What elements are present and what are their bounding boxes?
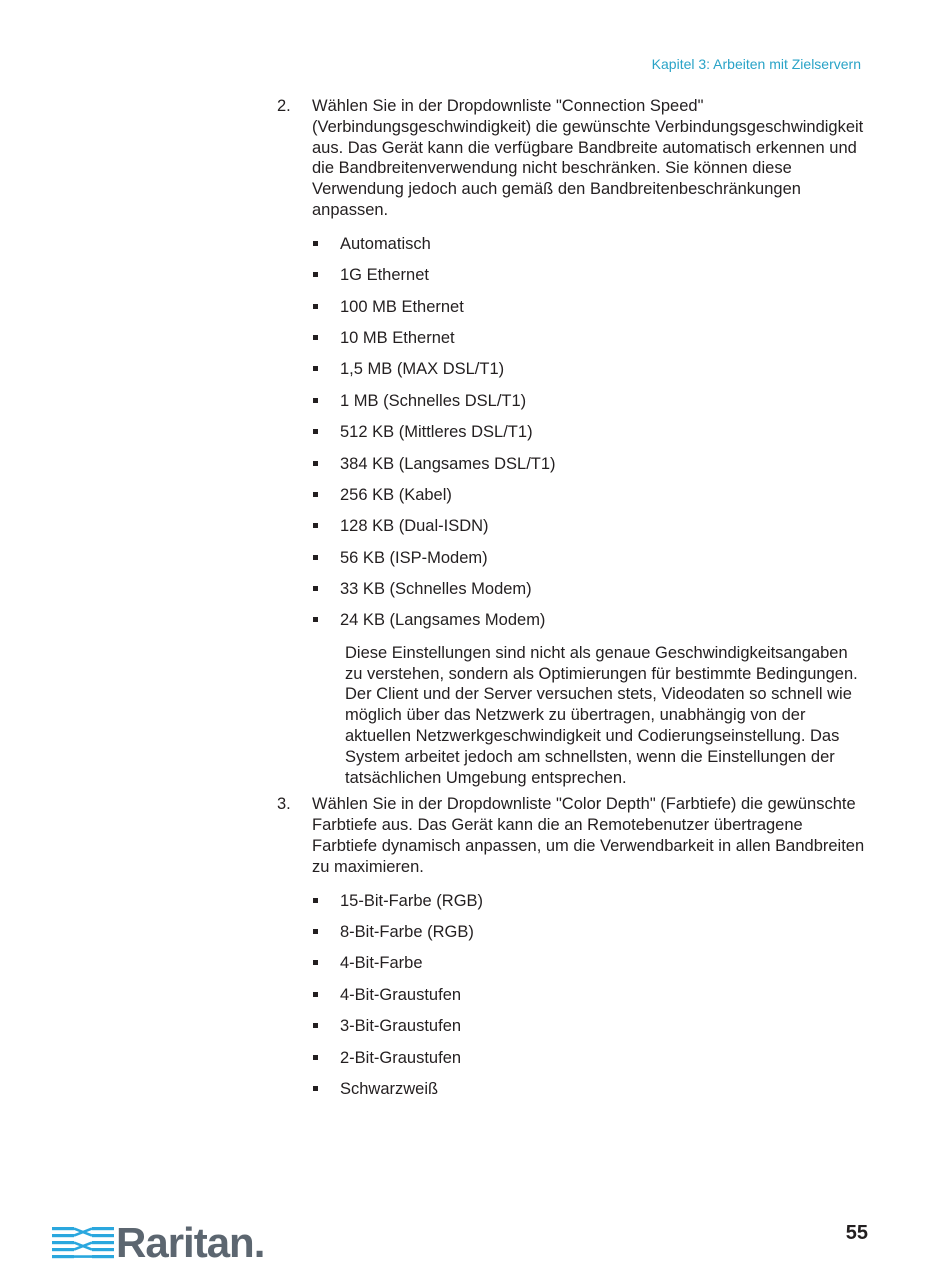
bullet-icon xyxy=(313,1023,318,1028)
list-item-label: 56 KB (ISP-Modem) xyxy=(340,548,488,567)
list-item-label: 1 MB (Schnelles DSL/T1) xyxy=(340,391,527,410)
list-item xyxy=(312,948,867,979)
list-item xyxy=(312,917,867,948)
list-item-label: Schwarzweiß xyxy=(340,1079,439,1098)
list-item-label: 10 MB Ethernet xyxy=(340,328,455,347)
list-item xyxy=(312,1043,867,1074)
list-item xyxy=(312,260,867,291)
bullet-icon xyxy=(313,1055,318,1060)
list-item xyxy=(312,574,867,605)
step-text: Wählen Sie in der Dropdownliste "Color Depth" (Farbtiefe) die gewünschte Farbtiefe aus. Das Gerät kann die an Remotebenutzer übertragene Farbtiefe dynamisch anpassen, um die Verwendbarkeit in allen Bandbreiten zu maximieren. xyxy=(312,795,865,876)
list-item-label: 256 KB (Kabel) xyxy=(340,485,452,504)
bullet-icon xyxy=(313,335,318,340)
list-item-label: 33 KB (Schnelles Modem) xyxy=(340,580,532,599)
speed-note-paragraph: Diese Einstellungen sind nicht als genaue Geschwindigkeitsangaben zu verstehen, sondern als Optimierungen für bestimmte Bedingungen. Der Client und der Server versuchen stets, Videodaten so schnell wie möglich über das Netzwerk zu übertragen, unabhängig von der aktuellen Netzwerkgeschwindigkeit und Codierungseinstellung. Das System arbeitet jedoch am schnellsten, wenn die Einstellungen der tatsächlichen Umgebung entsprechen. xyxy=(345,643,858,787)
list-item-label: 3-Bit-Graustufen xyxy=(340,1017,462,1036)
list-item-label: 4-Bit-Farbe xyxy=(340,954,423,973)
bullet-icon xyxy=(313,555,318,560)
bullet-icon xyxy=(313,523,318,528)
bullet-icon xyxy=(313,960,318,965)
list-item xyxy=(312,1074,867,1105)
raritan-logo-icon xyxy=(52,1223,114,1263)
list-item-label: 100 MB Ethernet xyxy=(340,297,464,316)
logo-wordmark: Raritan. xyxy=(116,1219,265,1266)
list-item xyxy=(312,1011,867,1042)
bullet-icon xyxy=(313,272,318,277)
step-3 xyxy=(277,794,867,1105)
list-item-label: Automatisch xyxy=(340,234,431,253)
list-item-label: 512 KB (Mittleres DSL/T1) xyxy=(340,423,533,442)
list-item xyxy=(312,886,867,917)
color-depth-list xyxy=(312,886,867,1106)
bullet-icon xyxy=(313,929,318,934)
list-item xyxy=(312,449,867,480)
step-2 xyxy=(277,96,867,788)
list-item xyxy=(312,386,867,417)
list-item xyxy=(312,511,867,542)
list-item-label: 2-Bit-Graustufen xyxy=(340,1048,462,1067)
bullet-icon xyxy=(313,398,318,403)
list-item-label: 384 KB (Langsames DSL/T1) xyxy=(340,454,556,473)
list-item xyxy=(312,292,867,323)
chapter-header: Kapitel 3: Arbeiten mit Zielservern xyxy=(651,56,861,72)
list-item-label: 15-Bit-Farbe (RGB) xyxy=(340,891,484,910)
raritan-logo xyxy=(52,1219,265,1266)
list-item xyxy=(312,543,867,574)
bullet-icon xyxy=(313,429,318,434)
bullet-icon xyxy=(313,992,318,997)
list-item-label: 1G Ethernet xyxy=(340,266,429,285)
connection-speed-list xyxy=(312,229,867,637)
list-item xyxy=(312,229,867,260)
list-item xyxy=(312,354,867,385)
bullet-icon xyxy=(313,1086,318,1091)
bullet-icon xyxy=(313,586,318,591)
list-item-label: 8-Bit-Farbe (RGB) xyxy=(340,923,474,942)
bullet-icon xyxy=(313,898,318,903)
step-text: Wählen Sie in der Dropdownliste "Connection Speed" (Verbindungsgeschwindigkeit) die gewünschte Verbindungsgeschwindigkeit aus. Das Gerät kann die verfügbare Bandbreite automatisch erkennen und die Bandbreitenverwendung nicht beschränken. Sie können diese Verwendung jedoch auch gemäß den Bandbreitenbeschränkungen anpassen. xyxy=(312,97,864,219)
bullet-icon xyxy=(313,617,318,622)
bullet-icon xyxy=(313,461,318,466)
step-number: 3. xyxy=(277,795,291,814)
bullet-icon xyxy=(313,366,318,371)
page-content xyxy=(277,96,867,1105)
list-item xyxy=(312,980,867,1011)
bullet-icon xyxy=(313,241,318,246)
list-item xyxy=(312,605,867,636)
list-item xyxy=(312,417,867,448)
bullet-icon xyxy=(313,304,318,309)
list-item-label: 24 KB (Langsames Modem) xyxy=(340,611,546,630)
page-number: 55 xyxy=(845,1222,868,1244)
bullet-icon xyxy=(313,492,318,497)
list-item xyxy=(312,480,867,511)
list-item xyxy=(312,323,867,354)
list-item-label: 4-Bit-Graustufen xyxy=(340,985,462,1004)
list-item-label: 1,5 MB (MAX DSL/T1) xyxy=(340,360,505,379)
list-item-label: 128 KB (Dual-ISDN) xyxy=(340,517,489,536)
step-number: 2. xyxy=(277,97,291,115)
